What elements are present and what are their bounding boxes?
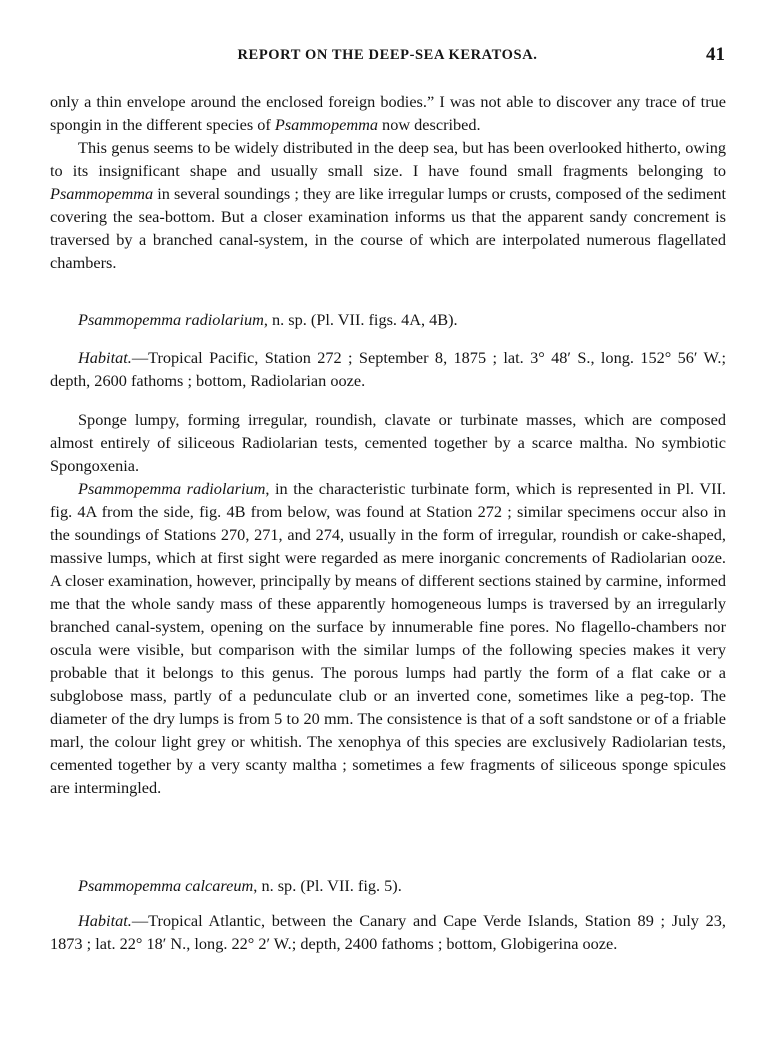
habitat-label: Habitat. — [78, 348, 132, 367]
running-title: REPORT ON THE DEEP-SEA KERATOSA. — [237, 47, 538, 63]
species-heading-calcareum: Psammopemma calcareum, n. sp. (Pl. VII. fig. 5). — [78, 876, 402, 895]
habitat-calcareum: Habitat.—Tropical Atlantic, between the Canary and Cape Verde Islands, Station 89 ; July 23, 1873 ; lat. 22° 18′ N., long. 22° 2′ W.; depth, 2400 fathoms ; bottom, Globigerina ooze. — [50, 911, 726, 953]
species-heading-radiolarium: Psammopemma radiolarium, n. sp. (Pl. VII. figs. 4A, 4B). — [78, 310, 458, 329]
species-name: Psammopemma calcareum — [78, 876, 254, 895]
genus-name: Psammopemma — [50, 184, 154, 203]
genus-name: Psammopemma — [274, 115, 378, 134]
paragraph-radiolarium-details: Psammopemma radiolarium, in the characteristic turbinate form, which is represented in Pl. VII. fig. 4A from the side, fig. 4B from below, was found at Station 272 ; similar specimens occur also in the soundings of Stations 270, 271, and 274, usually in the form of irregular, roundish or cake-shaped, massive lumps, which at first sight were regarded as mere inorganic concrements of Radiolarian ooze. A closer examination, however, principally by means of different sections stained by carmine, informed me that the whole sandy mass of these apparently homogeneous lumps is traversed by an irregularly branched canal-system, opening on the surface by innumerable fine pores. No flagello-chambers nor oscula were visible, but comparison with the similar lumps of the following species makes it very probable that it belongs to this genus. The porous lumps had partly the form of a flat cake or a subglobose mass, partly of a pedunculate club or an inverted cone, sometimes like a peg-top. The diameter of the dry lumps is from 5 to 20 mm. The consistence is that of a soft sandstone or of a friable marl, the colour light grey or whitish. The xenophya of this species are exclusively Radiolarian tests, cemented together by a very scanty maltha ; sometimes a few fragments of siliceous sponge spicules are intermingled. — [50, 479, 726, 797]
page-number: 41 — [706, 44, 725, 65]
paragraph-genus-distribution: This genus seems to be widely distributed in the deep sea, but has been overlooked hitherto, owing to its insignificant shape and usually small size. I have found small fragments belonging to Psammopemma in several soundings ; they are like irregular lumps or crusts, composed of the sediment covering the sea-bottom. But a closer examination informs us that the apparent sandy concrement is traversed by a branched canal-system, in the course of which are interpolated numerous flagellated chambers. — [50, 138, 726, 272]
habitat-radiolarium: Habitat.—Tropical Pacific, Station 272 ; September 8, 1875 ; lat. 3° 48′ S., long. 152° 56′ W.; depth, 2600 fathoms ; bottom, Radiolarian ooze. — [50, 348, 726, 390]
paragraph-radiolarium-description: Sponge lumpy, forming irregular, roundish, clavate or turbinate masses, which are composed almost entirely of siliceous Radiolarian tests, cemented together by a scarce maltha. No symbiotic Spongoxenia. — [50, 410, 726, 475]
running-head — [50, 44, 725, 69]
habitat-label: Habitat. — [78, 911, 132, 930]
species-name: Psammopemma radiolarium — [78, 310, 264, 329]
species-name: Psammopemma radiolarium — [78, 479, 266, 498]
paragraph-intro-continuation: only a thin envelope around the enclosed foreign bodies.” I was not able to discover any trace of true spongin in the different species of Psammopemma now described. — [50, 92, 726, 134]
